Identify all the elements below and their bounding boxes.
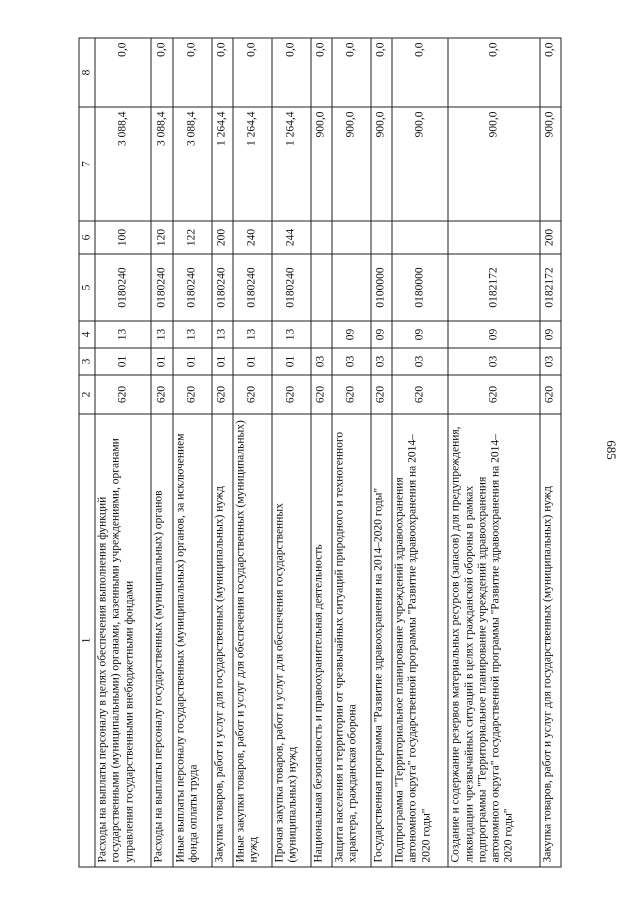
table-row [95, 38, 151, 867]
amount-cell: 900,0 [448, 107, 539, 221]
expense-type-cell: 122 [173, 221, 212, 254]
amount-cell: 3 088,4 [173, 107, 212, 221]
target-article-cell [311, 254, 332, 321]
section-cell: 03 [392, 348, 448, 375]
table-row [151, 38, 172, 867]
column-header: 1 [79, 414, 95, 867]
section-cell: 03 [332, 348, 371, 375]
column-header: 3 [79, 348, 95, 375]
expense-type-cell: 100 [95, 221, 151, 254]
amount-cell: 900,0 [540, 107, 561, 221]
name-cell: Иные закупки товаров, работ и услуг для обеспечения государственных (муниципальных) нужд [233, 414, 272, 867]
amount-cell: 900,0 [311, 107, 332, 221]
name-cell: Закупка товаров, работ и услуг для государственных (муниципальных) нужд [540, 414, 561, 867]
subsection-cell: 13 [272, 321, 311, 348]
amount-cell: 0,0 [448, 38, 539, 107]
section-cell: 01 [212, 348, 233, 375]
section-cell: 01 [151, 348, 172, 375]
subsection-cell: 09 [332, 321, 371, 348]
ministry-code-cell: 620 [212, 375, 233, 414]
section-cell: 01 [233, 348, 272, 375]
subsection-cell: 09 [371, 321, 392, 348]
column-header: 5 [79, 254, 95, 321]
expense-type-cell: 244 [272, 221, 311, 254]
subsection-cell [311, 321, 332, 348]
subsection-cell: 13 [151, 321, 172, 348]
subsection-cell: 13 [233, 321, 272, 348]
expense-type-cell: 200 [212, 221, 233, 254]
name-cell: Национальная безопасность и правоохранительная деятельность [311, 414, 332, 867]
expense-type-cell: 200 [540, 221, 561, 254]
name-cell: Закупка товаров, работ и услуг для государственных (муниципальных) нужд [212, 414, 233, 867]
table-row [311, 38, 332, 867]
target-article-cell: 0182172 [448, 254, 539, 321]
expense-type-cell [448, 221, 539, 254]
page-number: 685 [603, 440, 619, 460]
target-article-cell: 0180240 [151, 254, 172, 321]
budget-table [79, 37, 562, 867]
table-row [540, 38, 561, 867]
amount-cell: 0,0 [151, 38, 172, 107]
name-cell: Подпрограмма "Территориальное планирование учреждений здравоохранения автономного округа" государственной программы "Развитие здравоохранения на 2014–2020 годы" [392, 414, 448, 867]
table-row [448, 38, 539, 867]
target-article-cell: 0180240 [95, 254, 151, 321]
ministry-code-cell: 620 [173, 375, 212, 414]
ministry-code-cell: 620 [272, 375, 311, 414]
subsection-cell: 09 [540, 321, 561, 348]
name-cell: Расходы на выплаты персоналу в целях обеспечения выполнения функций государственными (муниципальными) органами, казенными учреждениями, органами управления государственными внебюджетными фондами [95, 414, 151, 867]
table-row [212, 38, 233, 867]
table-row [272, 38, 311, 867]
amount-cell: 3 088,4 [95, 107, 151, 221]
column-header: 4 [79, 321, 95, 348]
ministry-code-cell: 620 [233, 375, 272, 414]
amount-cell: 900,0 [371, 107, 392, 221]
column-header: 6 [79, 221, 95, 254]
amount-cell: 3 088,4 [151, 107, 172, 221]
section-cell: 03 [371, 348, 392, 375]
name-cell: Защита населения и территории от чрезвычайных ситуаций природного и техногенного характера, гражданская оборона [332, 414, 371, 867]
name-cell: Прочая закупка товаров, работ и услуг для обеспечения государственных (муниципальных) нужд [272, 414, 311, 867]
subsection-cell: 13 [212, 321, 233, 348]
table-header-row [79, 38, 95, 867]
subsection-cell: 09 [392, 321, 448, 348]
column-header: 2 [79, 375, 95, 414]
target-article-cell: 0182172 [540, 254, 561, 321]
amount-cell: 0,0 [540, 38, 561, 107]
target-article-cell: 0180240 [233, 254, 272, 321]
amount-cell: 0,0 [332, 38, 371, 107]
table-row [332, 38, 371, 867]
table-row [392, 38, 448, 867]
expense-type-cell [371, 221, 392, 254]
name-cell: Создание и содержание резервов материальных ресурсов (запасов) для предупреждения, ликвидации чрезвычайных ситуаций в целях гражданской обороны в рамках подпрограммы "Территориальное планирование учреждений здравоохранения автономного округа" государственной программы "Развитие здравоохранения на 2014–2020 годы" [448, 414, 539, 867]
expense-type-cell [311, 221, 332, 254]
ministry-code-cell: 620 [540, 375, 561, 414]
section-cell: 01 [272, 348, 311, 375]
table-row [233, 38, 272, 867]
amount-cell: 0,0 [233, 38, 272, 107]
ministry-code-cell: 620 [371, 375, 392, 414]
column-header: 7 [79, 107, 95, 221]
section-cell: 03 [540, 348, 561, 375]
target-article-cell: 0180240 [272, 254, 311, 321]
ministry-code-cell: 620 [311, 375, 332, 414]
amount-cell: 0,0 [212, 38, 233, 107]
ministry-code-cell: 620 [95, 375, 151, 414]
ministry-code-cell: 620 [448, 375, 539, 414]
ministry-code-cell: 620 [392, 375, 448, 414]
amount-cell: 1 264,4 [233, 107, 272, 221]
section-cell: 03 [448, 348, 539, 375]
section-cell: 01 [95, 348, 151, 375]
amount-cell: 0,0 [371, 38, 392, 107]
column-header: 8 [79, 38, 95, 107]
amount-cell: 1 264,4 [212, 107, 233, 221]
name-cell: Иные выплаты персоналу государственных (муниципальных) органов, за исключением фонда оплаты труда [173, 414, 212, 867]
amount-cell: 0,0 [392, 38, 448, 107]
section-cell: 01 [173, 348, 212, 375]
subsection-cell: 13 [173, 321, 212, 348]
amount-cell: 0,0 [311, 38, 332, 107]
amount-cell: 900,0 [392, 107, 448, 221]
ministry-code-cell: 620 [151, 375, 172, 414]
expense-type-cell [332, 221, 371, 254]
name-cell: Государственная программа "Развитие здравоохранения на 2014–2020 годы" [371, 414, 392, 867]
table-row [173, 38, 212, 867]
target-article-cell: 0180000 [392, 254, 448, 321]
section-cell: 03 [311, 348, 332, 375]
ministry-code-cell: 620 [332, 375, 371, 414]
amount-cell: 0,0 [173, 38, 212, 107]
expense-type-cell: 120 [151, 221, 172, 254]
expense-type-cell [392, 221, 448, 254]
subsection-cell: 13 [95, 321, 151, 348]
target-article-cell: 0100000 [371, 254, 392, 321]
rotated-table-container [79, 38, 562, 867]
table-row [371, 38, 392, 867]
amount-cell: 0,0 [95, 38, 151, 107]
amount-cell: 0,0 [272, 38, 311, 107]
target-article-cell: 0180240 [212, 254, 233, 321]
target-article-cell [332, 254, 371, 321]
expense-type-cell: 240 [233, 221, 272, 254]
target-article-cell: 0180240 [173, 254, 212, 321]
amount-cell: 1 264,4 [272, 107, 311, 221]
name-cell: Расходы на выплаты персоналу государственных (муниципальных) органов [151, 414, 172, 867]
subsection-cell: 09 [448, 321, 539, 348]
amount-cell: 900,0 [332, 107, 371, 221]
